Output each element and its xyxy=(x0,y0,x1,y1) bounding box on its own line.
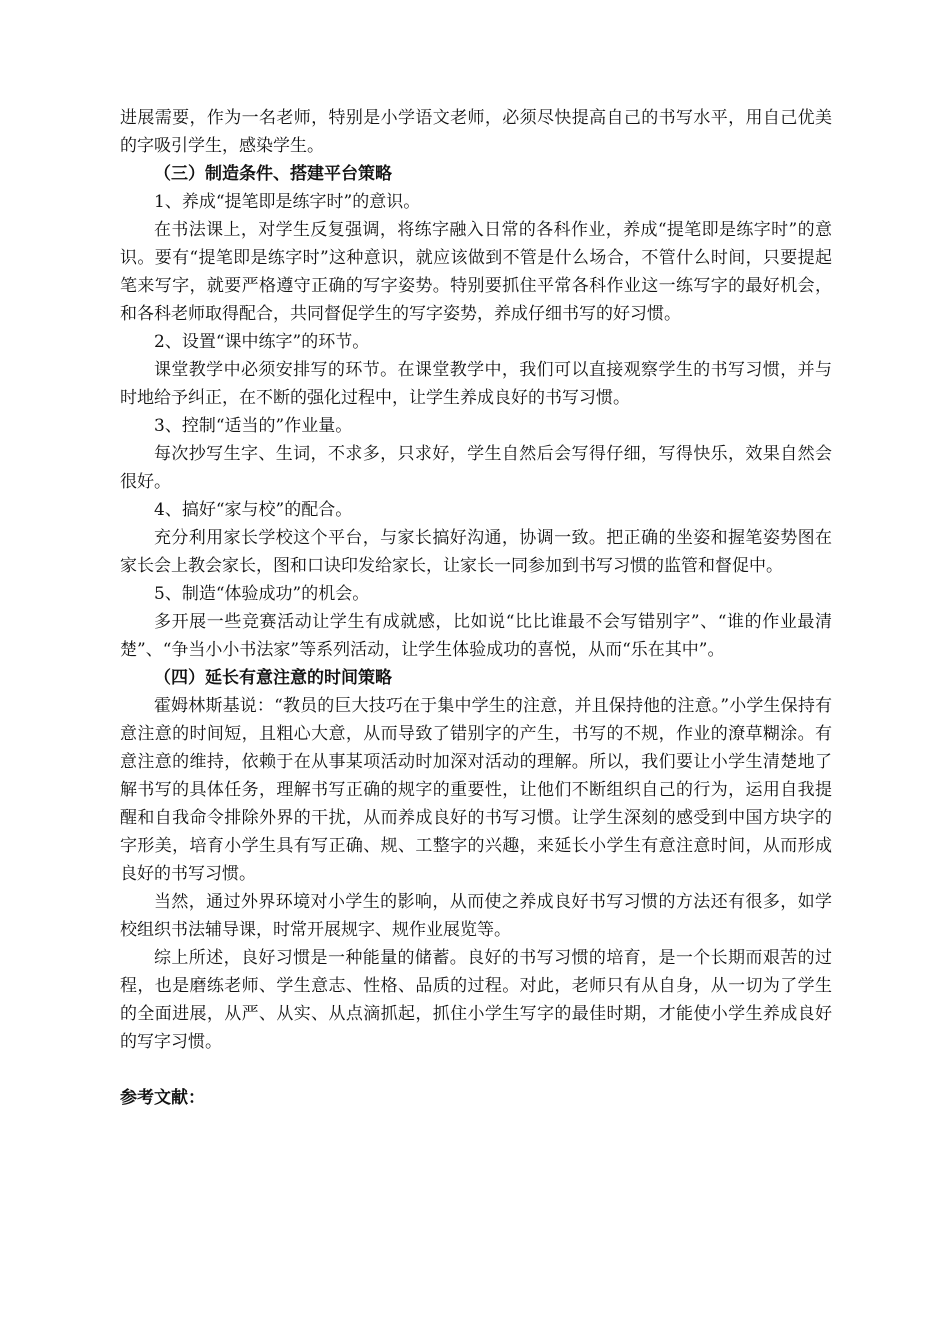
subheading-2: 2、设置“课中练字”的环节。 xyxy=(154,332,370,352)
paragraph: 课堂教学中必须安排写的环节。在课堂教学中，我们可以直接观察学生的书写习惯，并与时地给予纠正，在不断的强化过程中，让学生养成良好的书写习惯。 xyxy=(120,360,832,408)
paragraph-continuation: 进展需要，作为一名老师，特别是小学语文老师，必须尽快提高自己的书写水平，用自己优美的字吸引学生，感染学生。 xyxy=(120,108,832,156)
subheading-1: 1、养成“提笔即是练字时”的意识。 xyxy=(154,192,421,212)
references-heading: 参考文献： xyxy=(120,1088,205,1108)
subheading-5: 5、制造“体验成功”的机会。 xyxy=(154,584,370,604)
paragraph: 在书法课上，对学生反复强调，将练字融入日常的各科作业，养成“提笔即是练字时”的意识。要有“提笔即是练字时”这种意识，就应该做到不管是什么场合，不管什么时间，只要提起笔来写字，就要严格遵守正确的写字姿势。特别要抓住平常各科作业这一练写字的最好机会，和各科老师取得配合，共同督促学生的写字姿势，养成仔细书写的好习惯。 xyxy=(120,220,832,324)
paragraph: 充分利用家长学校这个平台，与家长搞好沟通，协调一致。把正确的坐姿和握笔姿势图在家长会上教会家长，图和口诀印发给家长，让家长一同参加到书写习惯的监管和督促中。 xyxy=(120,528,832,576)
paragraph: 多开展一些竞赛活动让学生有成就感，比如说“比比谁最不会写错别字”、“谁的作业最清楚”、“争当小小书法家”等系列活动，让学生体验成功的喜悦，从而“乐在其中”。 xyxy=(120,612,832,660)
subheading-3: 3、控制“适当的”作业量。 xyxy=(154,416,353,436)
paragraph-conclusion: 综上所述，良好习惯是一种能量的储蓄。良好的书写习惯的培育，是一个长期而艰苦的过程，也是磨练老师、学生意志、性格、品质的过程。对此，老师只有从自身，从一切为了学生的全面进展，从严、从实、从点滴抓起，抓住小学生写字的最佳时期，才能使小学生养成良好的写字习惯。 xyxy=(120,948,832,1052)
paragraph: 霍姆林斯基说：“教员的巨大技巧在于集中学生的注意，并且保持他的注意。”小学生保持有意注意的时间短，且粗心大意，从而导致了错别字的产生，书写的不规，作业的潦草糊涂。有意注意的维持，依赖于在从事某项活动时加深对活动的理解。所以，我们要让小学生清楚地了解书写的具体任务，理解书写正确的规字的重要性，让他们不断组织自己的行为，运用自我提醒和自我命令排除外界的干扰，从而养成良好的书写习惯。让学生深刻的感受到中国方块字的字形美，培育小学生具有写正确、规、工整字的兴趣，来延长小学生有意注意时间，从而形成良好的书写习惯。 xyxy=(120,696,832,884)
paragraph: 当然，通过外界环境对小学生的影响，从而使之养成良好书写习惯的方法还有很多，如学校组织书法辅导课，时常开展规字、规作业展览等。 xyxy=(120,892,832,940)
paragraph: 每次抄写生字、生词，不求多，只求好，学生自然后会写得仔细，写得快乐，效果自然会很好。 xyxy=(120,444,832,492)
subheading-4: 4、搞好“家与校”的配合。 xyxy=(154,500,353,520)
blank-line xyxy=(120,1056,832,1084)
section-heading-4: （四）延长有意注意的时间策略 xyxy=(154,668,392,688)
document-body xyxy=(120,104,832,1112)
section-heading-3: （三）制造条件、搭建平台策略 xyxy=(154,164,392,184)
